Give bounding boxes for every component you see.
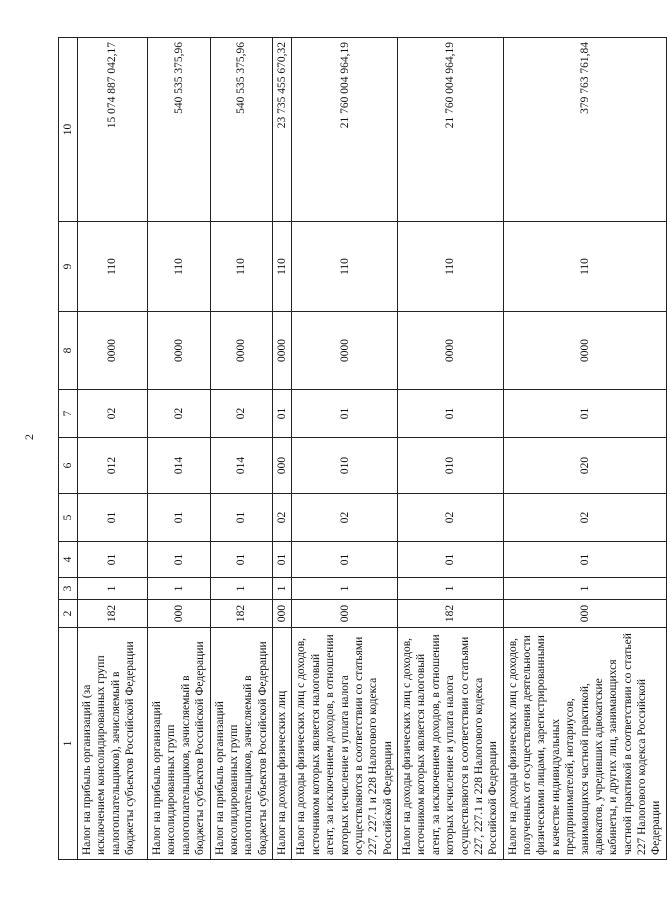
col-header-9: 9 — [59, 222, 78, 312]
table-row — [78, 38, 148, 860]
col-header-1: 1 — [59, 628, 78, 860]
header-row — [59, 38, 78, 860]
subgroup-code: 01 — [503, 542, 666, 578]
col-header-6: 6 — [59, 438, 78, 494]
col-header-2: 2 — [59, 600, 78, 628]
table-row — [292, 38, 398, 860]
classification-code: 110 — [503, 222, 666, 312]
element-code: 01 — [273, 390, 292, 438]
subarticle-code: 014 — [148, 438, 211, 494]
col-header-5: 5 — [59, 494, 78, 542]
amount-value: 540 535 375,96 — [148, 38, 211, 222]
subarticle-code: 020 — [503, 438, 666, 494]
subgroup-code: 01 — [273, 542, 292, 578]
amount-value: 15 074 887 042,17 — [78, 38, 148, 222]
group-code: 1 — [273, 578, 292, 600]
admin-code: 000 — [273, 600, 292, 628]
rotated-table-container — [58, 38, 663, 860]
subarticle-code: 014 — [210, 438, 273, 494]
program-code: 0000 — [292, 312, 398, 390]
program-code: 0000 — [148, 312, 211, 390]
article-code: 02 — [503, 494, 666, 542]
revenue-table — [58, 37, 667, 860]
admin-code: 182 — [398, 600, 504, 628]
row-name: Налог на доходы физических лиц с доходов, источником которых является налоговый агент, за исключением доходов, в отношении которых исчисление и уплата налога осуществляются в соответствии со статьями 227, 227.1 и 228 Налогового кодекса Российской Федерации — [292, 628, 398, 860]
amount-value: 21 760 004 964,19 — [292, 38, 398, 222]
element-code: 02 — [148, 390, 211, 438]
subarticle-code: 000 — [273, 438, 292, 494]
table-row — [503, 38, 666, 860]
row-name: Налог на прибыль организаций консолидированных групп налогоплательщиков, зачисляемый в бюджеты субъектов Российской Федерации — [210, 628, 273, 860]
col-header-10: 10 — [59, 38, 78, 222]
admin-code: 182 — [210, 600, 273, 628]
group-code: 1 — [292, 578, 398, 600]
element-code: 01 — [292, 390, 398, 438]
admin-code: 000 — [292, 600, 398, 628]
table-row — [273, 38, 292, 860]
article-code: 01 — [210, 494, 273, 542]
program-code: 0000 — [78, 312, 148, 390]
article-code: 01 — [148, 494, 211, 542]
admin-code: 000 — [503, 600, 666, 628]
article-code: 02 — [292, 494, 398, 542]
classification-code: 110 — [78, 222, 148, 312]
group-code: 1 — [503, 578, 666, 600]
classification-code: 110 — [292, 222, 398, 312]
subgroup-code: 01 — [78, 542, 148, 578]
col-header-7: 7 — [59, 390, 78, 438]
element-code: 01 — [398, 390, 504, 438]
amount-value: 379 763 761,84 — [503, 38, 666, 222]
admin-code: 182 — [78, 600, 148, 628]
group-code: 1 — [148, 578, 211, 600]
row-name: Налог на доходы физических лиц с доходов, источником которых является налоговый агент, за исключением доходов, в отношении которых исчисление и уплата налога осуществляются в соответствии со статьями 227, 227.1 и 228 Налогового кодекса Российской Федерации — [398, 628, 504, 860]
col-header-4: 4 — [59, 542, 78, 578]
element-code: 02 — [78, 390, 148, 438]
article-code: 01 — [78, 494, 148, 542]
article-code: 02 — [398, 494, 504, 542]
article-code: 02 — [273, 494, 292, 542]
program-code: 0000 — [210, 312, 273, 390]
col-header-3: 3 — [59, 578, 78, 600]
page-number: 2 — [22, 434, 36, 440]
element-code: 02 — [210, 390, 273, 438]
subgroup-code: 01 — [148, 542, 211, 578]
amount-value: 23 735 455 670,32 — [273, 38, 292, 222]
subarticle-code: 010 — [398, 438, 504, 494]
classification-code: 110 — [148, 222, 211, 312]
row-name: Налог на прибыль организаций (за исключением консолидированных групп налогоплательщиков), зачисляемый в бюджеты субъектов Российской Федерации — [78, 628, 148, 860]
row-name: Налог на прибыль организаций консолидированных групп налогоплательщиков, зачисляемый в бюджеты субъектов Российской Федерации — [148, 628, 211, 860]
table-row — [398, 38, 504, 860]
subgroup-code: 01 — [398, 542, 504, 578]
classification-code: 110 — [398, 222, 504, 312]
subarticle-code: 010 — [292, 438, 398, 494]
admin-code: 000 — [148, 600, 211, 628]
element-code: 01 — [503, 390, 666, 438]
row-name: Налог на доходы физических лиц с доходов, полученных от осуществления деятельности физическими лицами, зарегистрированными в качестве индивидуальных предпринимателей, нотариусов, занимающихся частной практикой, адвокатов, учредивших адвокатские кабинеты, и других лиц, занимающихся частной практикой в соответствии со статьей 227 Налогового кодекса Российской Федерации — [503, 628, 666, 860]
table-row — [148, 38, 211, 860]
row-name: Налог на доходы физических лиц — [273, 628, 292, 860]
program-code: 0000 — [503, 312, 666, 390]
program-code: 0000 — [273, 312, 292, 390]
table-row — [210, 38, 273, 860]
subgroup-code: 01 — [292, 542, 398, 578]
subarticle-code: 012 — [78, 438, 148, 494]
group-code: 1 — [210, 578, 273, 600]
program-code: 0000 — [398, 312, 504, 390]
group-code: 1 — [398, 578, 504, 600]
amount-value: 540 535 375,96 — [210, 38, 273, 222]
amount-value: 21 760 004 964,19 — [398, 38, 504, 222]
classification-code: 110 — [273, 222, 292, 312]
col-header-8: 8 — [59, 312, 78, 390]
group-code: 1 — [78, 578, 148, 600]
subgroup-code: 01 — [210, 542, 273, 578]
classification-code: 110 — [210, 222, 273, 312]
